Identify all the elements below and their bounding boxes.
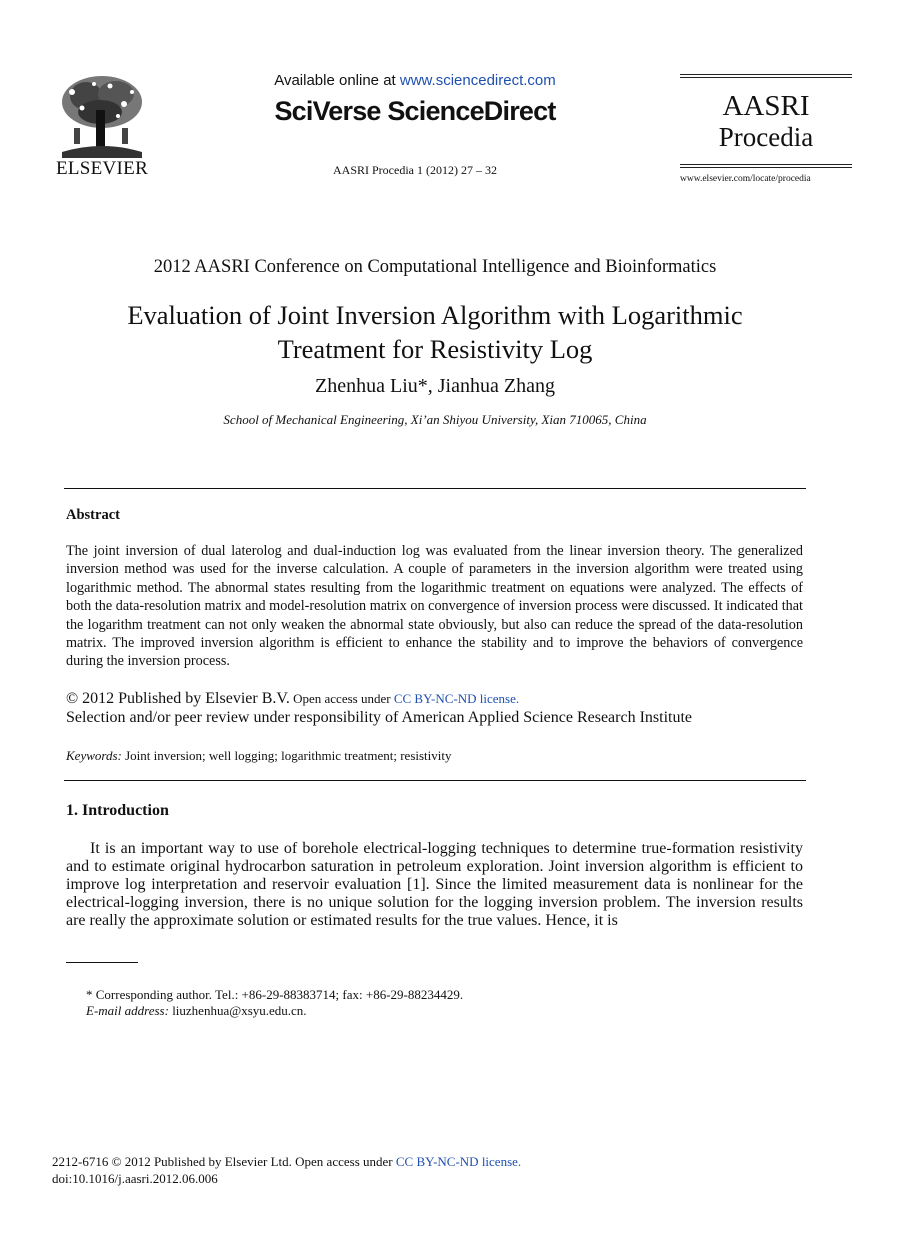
paper-title [60, 298, 810, 366]
abstract-bottom-rule [64, 780, 806, 781]
bottom-license-link[interactable]: CC BY-NC-ND license. [395, 1154, 522, 1169]
copyright-text: © 2012 Published by Elsevier B.V. [66, 690, 290, 707]
abstract-top-rule [64, 488, 806, 489]
paper-authors: Zhenhua Liu*, Jianhua Zhang [315, 375, 555, 397]
license-link[interactable]: CC BY-NC-ND license. [393, 691, 520, 706]
email-footnote [86, 1003, 786, 1019]
available-online-label: Available online at [274, 72, 400, 89]
journal-reference: AASRI Procedia 1 (2012) 27 – 32 [333, 163, 497, 177]
email-address[interactable]: liuzhenhua@xsyu.edu.cn. [168, 1003, 307, 1018]
journal-top-rule [680, 74, 852, 78]
sciverse-sciencedirect-logo: SciVerse ScienceDirect [274, 96, 556, 126]
sciencedirect-link[interactable]: www.sciencedirect.com [399, 72, 556, 89]
introduction-heading: 1. Introduction [66, 802, 169, 819]
open-access-label: Open access under [289, 691, 394, 706]
footnote-rule [66, 962, 138, 963]
keywords-label: Keywords: [66, 748, 122, 763]
doi-line[interactable]: doi:10.1016/j.aasri.2012.06.006 [52, 1171, 218, 1186]
abstract-heading: Abstract [66, 507, 120, 523]
keywords-text: Joint inversion; well logging; logarithmic treatment; resistivity [121, 748, 452, 763]
bottom-open-access-label: Open access under [291, 1154, 396, 1169]
author-affiliation: School of Mechanical Engineering, Xi’an Shiyou University, Xian 710065, China [223, 412, 647, 427]
copyright-line [66, 690, 806, 708]
journal-name-procedia: Procedia [718, 122, 814, 152]
available-online-line [200, 72, 630, 89]
email-label: E-mail address: [86, 1003, 169, 1018]
corresponding-author-footnote: * Corresponding author. Tel.: +86-29-88383714; fax: +86-29-88234429. [86, 987, 464, 1002]
keywords-line [66, 748, 806, 764]
journal-name-aasri: AASRI [722, 90, 810, 122]
elsevier-wordmark: ELSEVIER [55, 158, 149, 179]
journal-bottom-rule [680, 164, 852, 168]
conference-name: 2012 AASRI Conference on Computational Intelligence and Bioinformatics [153, 257, 717, 277]
issn-line [52, 1154, 812, 1170]
paper-title-line-1: Evaluation of Joint Inversion Algorithm with Logarithmic [127, 300, 743, 330]
peer-review-statement: Selection and/or peer review under responsibility of American Applied Science Research Institute [66, 709, 693, 726]
journal-url[interactable]: www.elsevier.com/locate/procedia [680, 174, 811, 184]
issn-text: 2212-6716 © 2012 Published by Elsevier Ltd. [52, 1154, 292, 1169]
paper-title-line-2: Treatment for Resistivity Log [277, 334, 593, 364]
abstract-text: The joint inversion of dual laterolog and dual-induction log was evaluated from the linear inversion theory. The generalized inversion method was used for the inverse calculation. A couple of parameters in the inversion algorithm were treated using logarithmic method. The abnormal states resulting from the logarithmic treatment on equations were analyzed. The effects of both the data-resolution matrix and model-resolution matrix on convergence of inversion process were discussed. It indicated that the logarithm treatment can not only weaken the abnormal state obviously, but also can reduce the spread of the data-resolution matrix. The improved inversion algorithm is efficient to enhance the stability and to improve the behaviors of convergence during the inversion process. [66, 543, 803, 670]
introduction-text: It is an important way to use of borehole electrical-logging techniques to determine true-formation resistivity and to estimate original hydrocarbon saturation in petroleum exploration. Joint inversion algorithm is efficient to improve log interpretation and reservoir evaluation [1]. Since the limited measurement data is nonlinear for the electrical-logging inversion, there is no unique solution for the logging inversion problem. The inversion results are really the approximate solution or estimated results for the true values. Hence, it is [66, 840, 803, 929]
